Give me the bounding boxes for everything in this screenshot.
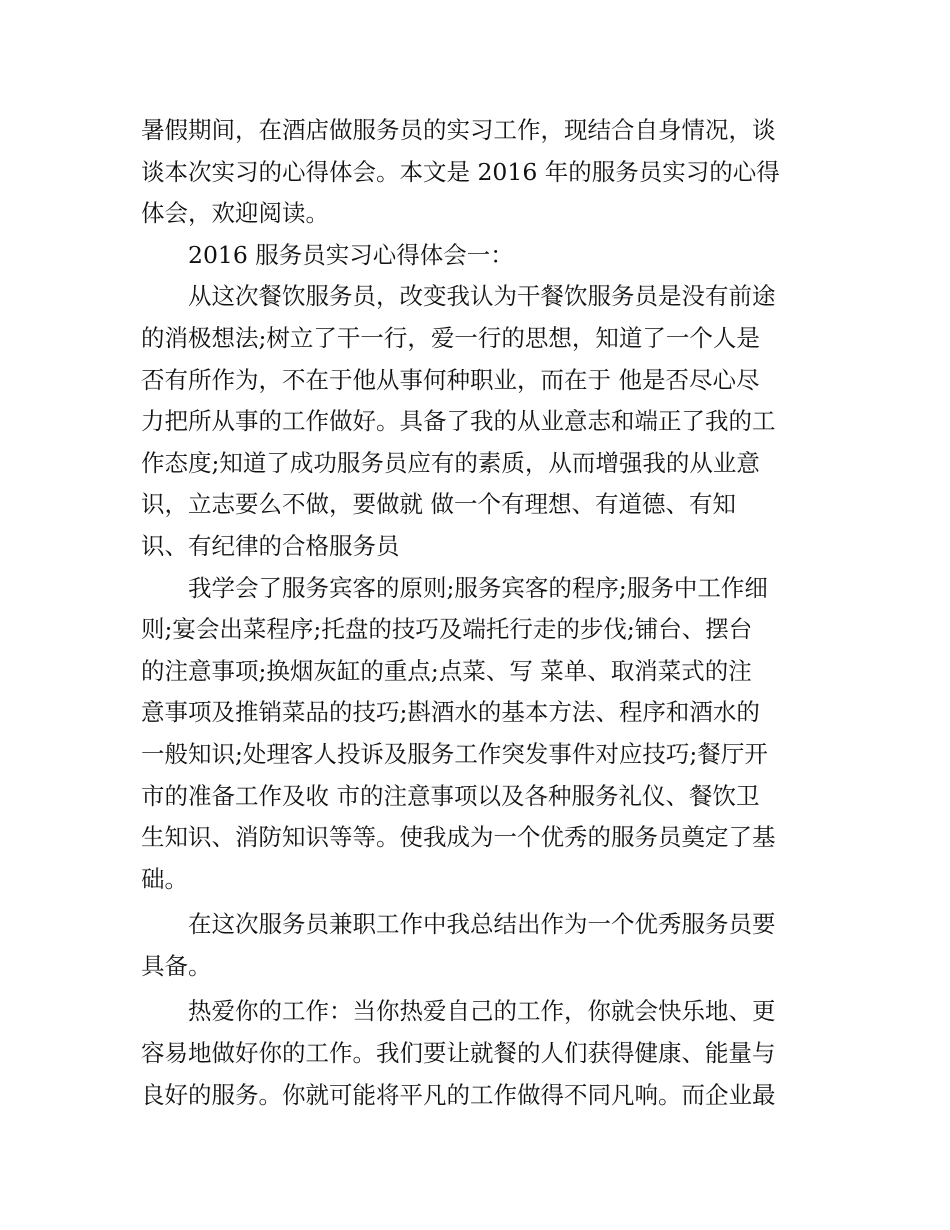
- text-line: 力把所从事的工作做好。具备了我的从业意志和端正了我的工: [141, 407, 776, 436]
- text-line: 的注意事项;换烟灰缸的重点;点菜、写 菜单、取消菜式的注: [141, 656, 752, 685]
- text-line: 的消极想法;树立了干一行，爱一行的思想，知道了一个人是: [141, 323, 760, 352]
- text-line: 在这次服务员兼职工作中我总结出作为一个优秀服务员要: [188, 910, 776, 939]
- text-line: 2016 服务员实习心得体会一：: [188, 240, 514, 269]
- text-line: 一般知识;处理客人投诉及服务工作突发事件对应技巧;餐厅开: [141, 739, 768, 768]
- body-text: [141, 110, 821, 1116]
- paragraph: [141, 904, 821, 987]
- paragraph: [141, 235, 821, 277]
- text-line: 则;宴会出菜程序;托盘的技巧及端托行走的步伐;铺台、摆台: [141, 615, 753, 644]
- text-line: 谈本次实习的心得体会。本文是 2016 年的服务员实习的心得: [141, 157, 780, 186]
- paragraph: [141, 110, 821, 235]
- text-line: 容易地做好你的工作。我们要让就餐的人们获得健康、能量与: [141, 1039, 776, 1068]
- text-line: 识、有纪律的合格服务员: [141, 531, 400, 560]
- text-line: 体会，欢迎阅读。: [141, 199, 329, 228]
- text-line: 否有所作为，不在于他从事何种职业，而在于 他是否尽心尽: [141, 365, 760, 394]
- text-line: 础。: [141, 864, 188, 893]
- text-line: 从这次餐饮服务员，改变我认为干餐饮服务员是没有前途: [188, 282, 776, 311]
- paragraph: [141, 568, 821, 901]
- text-line: 作态度;知道了成功服务员应有的素质，从而增强我的从业意: [141, 448, 760, 477]
- text-line: 我学会了服务宾客的原则;服务宾客的程序;服务中工作细: [188, 573, 768, 602]
- text-line: 生知识、消防知识等等。使我成为一个优秀的服务员奠定了基: [141, 823, 776, 852]
- text-line: 热爱你的工作：当你热爱自己的工作，你就会快乐地、更: [188, 997, 776, 1026]
- paragraph: [141, 276, 821, 567]
- text-line: 暑假期间，在酒店做服务员的实习工作，现结合自身情况，谈: [141, 116, 776, 144]
- text-line: 具备。: [141, 951, 212, 980]
- text-line: 意事项及推销菜品的技巧;斟酒水的基本方法、程序和酒水的: [141, 698, 760, 727]
- text-line: 良好的服务。你就可能将平凡的工作做得不同凡响。而企业最: [141, 1080, 776, 1109]
- text-line: 市的准备工作及收 市的注意事项以及各种服务礼仪、餐饮卫: [141, 781, 760, 810]
- paragraph: [141, 991, 821, 1116]
- text-line: 识，立志要么不做，要做就 做一个有理想、有道德、有知: [141, 490, 736, 519]
